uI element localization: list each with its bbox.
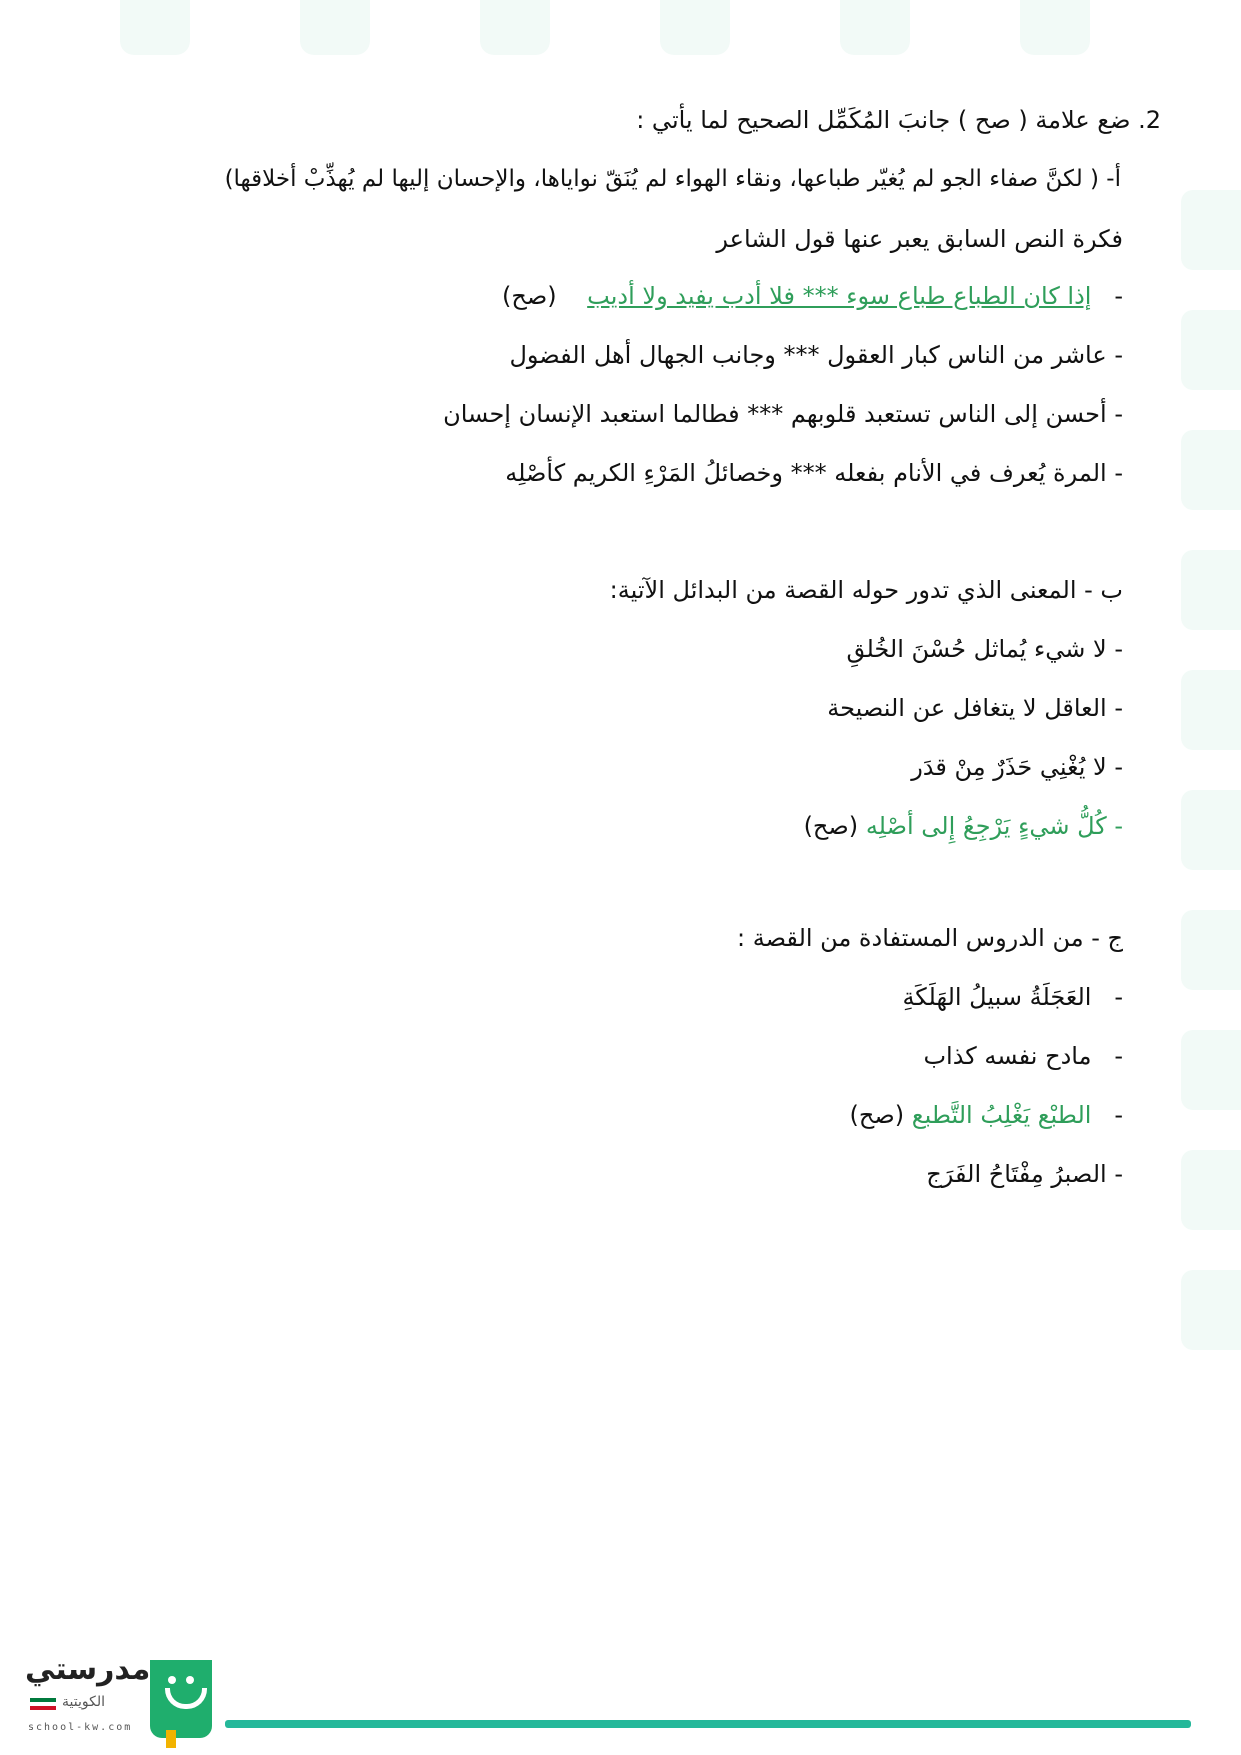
part-a-text: أ- ( لكنَّ صفاء الجو لم يُغيّر طباعها، ونقاء الهواء لم يُنَقّ نواياها، والإحسان إليها لم يُهذِّبْ أخلاقها) xyxy=(224,166,1121,192)
correct-mark: (صح) xyxy=(803,812,859,840)
option-text: - كُلُّ شيءٍ يَرْجِعُ إِلى أصْلِه xyxy=(865,812,1123,840)
option-dash: - xyxy=(1114,1160,1123,1188)
option-dash: - xyxy=(1114,1042,1123,1070)
part-b-option-2: - العاقل لا يتغافل عن النصيحة xyxy=(827,694,1123,722)
part-a-option-2 xyxy=(509,341,1123,369)
option-text: إذا كان الطباع طباع سوء *** فلا أدب يفيد ولا أديب xyxy=(587,282,1092,310)
option-dash: - xyxy=(1114,1101,1123,1129)
option-dash: - xyxy=(1114,983,1123,1011)
brand-name: مدرستي xyxy=(25,1652,151,1687)
option-text: العَجَلَةُ سبيلُ الهَلَكَةِ xyxy=(902,983,1092,1011)
part-c-option-1 xyxy=(902,983,1123,1011)
part-a-option-3 xyxy=(443,400,1123,428)
part-b-option-1: - لا شيء يُماثل حُسْنَ الخُلقِ xyxy=(846,635,1123,663)
option-text: عاشر من الناس كبار العقول *** وجانب الجهال أهل الفضول xyxy=(509,341,1107,369)
option-text: المرة يُعرف في الأنام بفعله *** وخصائلُ المَرْءِ الكريم كأصْلِه xyxy=(505,459,1107,487)
option-dash: - xyxy=(1114,282,1123,310)
part-b-option-3: - لا يُغْنِي حَذَرٌ مِنْ قدَر xyxy=(911,753,1123,781)
option-dash: - xyxy=(1114,459,1123,487)
kuwait-flag-icon xyxy=(30,1698,56,1710)
option-text: الصبرُ مِفْتَاحُ الفَرَج xyxy=(926,1160,1107,1188)
part-c-option-4 xyxy=(926,1160,1123,1188)
option-dash: - xyxy=(1114,341,1123,369)
brand-logo-icon xyxy=(150,1660,212,1738)
part-c-option-2 xyxy=(923,1042,1123,1070)
brand-subtitle: الكويتية xyxy=(62,1694,105,1710)
option-dash: - xyxy=(1114,400,1123,428)
part-b-prompt: ب - المعنى الذي تدور حوله القصة من البدائل الآتية: xyxy=(609,576,1123,604)
part-b-option-4 xyxy=(804,812,1123,840)
question-title: 2. ضع علامة ( صح ) جانبَ المُكَمِّل الصحيح لما يأتي : xyxy=(636,106,1161,134)
part-c-prompt: ج - من الدروس المستفادة من القصة : xyxy=(737,924,1123,952)
part-c-option-3 xyxy=(850,1101,1123,1129)
part-a-prompt: فكرة النص السابق يعبر عنها قول الشاعر xyxy=(716,225,1123,253)
part-a-option-4 xyxy=(505,459,1123,487)
correct-mark: (صح) xyxy=(502,282,557,310)
brand-url: school-kw.com xyxy=(28,1722,133,1733)
option-text: مادح نفسه كذاب xyxy=(923,1042,1092,1070)
option-text: الطبْع يَغْلِبُ التَّطبع xyxy=(911,1101,1092,1129)
part-a-option-1 xyxy=(502,282,1123,310)
option-text: أحسن إلى الناس تستعبد قلوبهم *** فطالما استعبد الإنسان إحسان xyxy=(443,400,1107,428)
bookmark-icon xyxy=(166,1730,176,1748)
footer-divider xyxy=(225,1720,1191,1728)
correct-mark: (صح) xyxy=(849,1101,905,1129)
